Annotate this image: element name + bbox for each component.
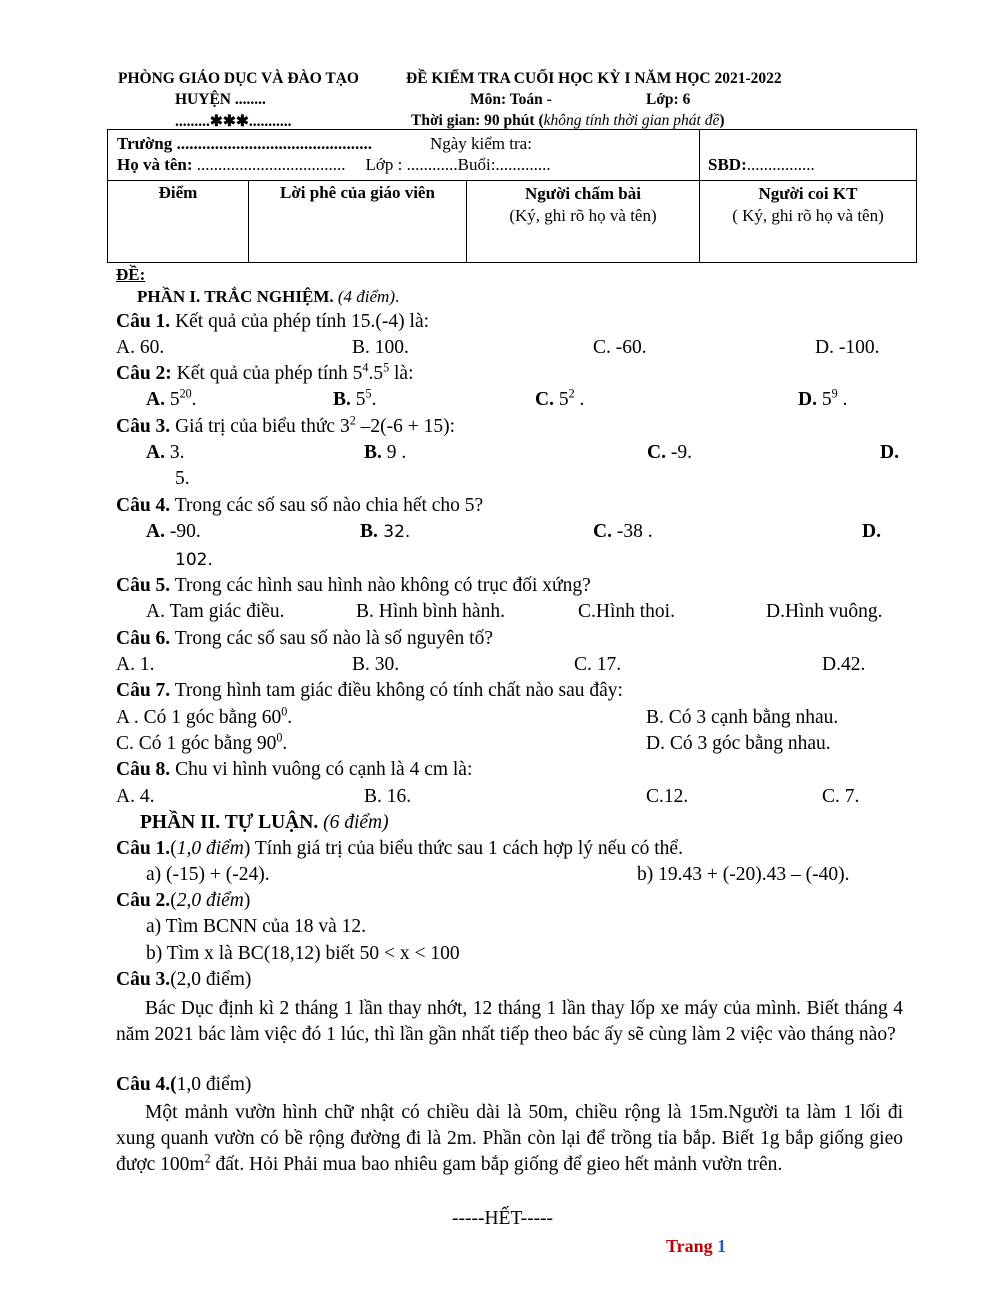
department-name: PHÒNG GIÁO DỤC VÀ ĐÀO TẠO <box>118 70 359 87</box>
q7-option-b: B. Có 3 cạnh bằng nhau. <box>646 707 839 728</box>
essay-question-2: Câu 2.(2,0 điểm) <box>116 890 251 911</box>
essay-question-3: Câu 3.(2,0 điểm) <box>116 969 252 990</box>
page-number <box>666 1236 726 1257</box>
time-label: Thời gian: 90 phút (không tính thời gian phát đề) <box>411 112 725 129</box>
question-8: Câu 8. Chu vi hình vuông có cạnh là 4 cm là: <box>116 759 473 780</box>
q6-option-a: A. 1. <box>116 654 155 675</box>
q4-option-d-label: D. <box>862 521 881 542</box>
q8-option-c: C.12. <box>646 786 689 807</box>
question-4: Câu 4. Trong các số sau số nào chia hết cho 5? <box>116 495 484 516</box>
essay-q1-part-a: a) (-15) + (-24). <box>146 864 270 885</box>
q5-option-b: B. Hình bình hành. <box>356 601 505 622</box>
q4-option-a: A. -90. <box>146 521 201 542</box>
question-2: Câu 2: Kết quả của phép tính $5^4.5^5$ là: <box>116 360 414 384</box>
q1-option-d: D. -100. <box>815 337 880 358</box>
q8-option-a: A. 4. <box>116 786 155 807</box>
q1-option-c: C. -60. <box>593 337 647 358</box>
q1-option-a: A. 60. <box>116 337 165 358</box>
q2-option-b: B. $5^5$. <box>333 386 377 410</box>
q3-option-d-value: 5. <box>175 468 190 489</box>
score-header: Điểm <box>158 183 198 202</box>
q5-option-d: D.Hình vuông. <box>766 601 883 622</box>
page-num: 1 <box>717 1236 727 1256</box>
class-session-field: Lớp : ............Buổi:............. <box>365 155 551 174</box>
district-name: HUYỆN ........ <box>175 91 266 108</box>
question-7: Câu 7. Trong hình tam giác điều không có tính chất nào sau đây: <box>116 680 623 701</box>
q3-option-b: B. 9 . <box>364 442 407 463</box>
proctor-header: Người coi KT <box>758 184 858 203</box>
part2-heading: PHẦN II. TỰ LUẬN. (6 điểm) <box>140 812 389 833</box>
q4-option-b: B. 32. <box>360 521 411 542</box>
question-1: Câu 1. Kết quả của phép tính 15.(-4) là: <box>116 311 430 332</box>
essay-q3-text: Bác Dục định kì 2 tháng 1 lần thay nhớt, 12 tháng 1 lần thay lốp xe máy của mình. Biết tháng 4 năm 2021 bác làm việc đó 1 lúc, thì lần gần nhất tiếp theo bác ấy sẽ cùng làm 2 việc vào tháng nào? <box>116 998 903 1045</box>
q8-option-d: C. 7. <box>822 786 860 807</box>
exam-title: ĐỀ KIỂM TRA CUỐI HỌC KỲ I NĂM HỌC 2021-2022 <box>406 70 782 87</box>
exam-label: ĐỀ: <box>116 265 146 284</box>
essay-question-1: Câu 1.(1,0 điểm) Tính giá trị của biểu thức sau 1 cách hợp lý nếu có thể. <box>116 838 683 859</box>
essay-q2-part-a: a) Tìm BCNN của 18 và 12. <box>146 916 367 937</box>
essay-q2-part-b: b) Tìm x là BC(18,12) biết 50 < x < 100 <box>146 943 460 964</box>
grader-sign-note: (Ký, ghi rõ họ và tên) <box>509 206 657 225</box>
proctor-sign-note: ( Ký, ghi rõ họ và tên) <box>732 206 884 225</box>
end-mark: -----HẾT----- <box>452 1208 554 1229</box>
q2-option-a: A. $5^{20}$. <box>146 386 197 410</box>
school-field: Trường .............................................. <box>117 134 372 153</box>
q5-option-a: A. Tam giác điều. <box>146 601 285 622</box>
grader-header: Người chấm bài <box>525 184 641 203</box>
subject-label: Môn: Toán - <box>470 91 552 108</box>
q4-option-c: C. -38 . <box>593 521 653 542</box>
q7-option-d: D. Có 3 góc bằng nhau. <box>646 733 831 754</box>
q6-option-c: C. 17. <box>574 654 622 675</box>
fullname-dots: ................................... <box>192 155 346 174</box>
question-6: Câu 6. Trong các số sau số nào là số nguyên tố? <box>116 628 493 649</box>
exam-date-field: Ngày kiểm tra: <box>429 134 532 153</box>
q8-option-b: B. 16. <box>364 786 412 807</box>
essay-question-4: Câu 4.(1,0 điểm) <box>116 1074 252 1095</box>
sbd-label: SBD: <box>708 155 747 174</box>
q6-option-d: D.42. <box>822 654 866 675</box>
question-5: Câu 5. Trong các hình sau hình nào không có trục đối xứng? <box>116 575 591 596</box>
q1-option-b: B. 100. <box>352 337 409 358</box>
q7-option-c: C. Có 1 góc bằng $90^0$. <box>116 730 288 754</box>
q3-option-c: C. -9. <box>647 442 692 463</box>
essay-q1-part-b: b) 19.43 + (-20).43 – (-40). <box>637 864 850 885</box>
q7-option-a: A . Có 1 góc bằng $60^0$. <box>116 704 293 728</box>
part1-heading: PHẦN I. TRẮC NGHIỆM. (4 điểm). <box>137 287 400 306</box>
teacher-comment-header: Lời phê của giáo viên <box>280 183 435 202</box>
q3-option-d-label: D. <box>880 442 899 463</box>
fullname-label: Họ và tên: <box>117 155 193 174</box>
sbd-dots: ................ <box>746 155 815 174</box>
question-3: Câu 3. Giá trị của biểu thức $3^2$ –2(-6 + 15): <box>116 413 456 437</box>
page-label: Trang <box>666 1236 713 1256</box>
student-info-table <box>107 129 917 263</box>
q2-option-d: D. $5^9$ . <box>798 386 848 410</box>
q5-option-c: C.Hình thoi. <box>578 601 675 622</box>
essay-q4-text: Một mảnh vườn hình chữ nhật có chiều dài là 50m, chiều rộng là 15m.Người ta làm 1 lối đi xung quanh vườn có bề rộng đường đi là 2m. Phần còn lại để trồng tỉa bắp. Biết 1g bắp giống gieo được $100m^2$ đất. Hỏi Phải mua bao nhiêu gam bắp giống để gieo hết mảnh vườn trên. <box>116 1102 903 1175</box>
q3-option-a: A. 3. <box>146 442 185 463</box>
ornament-line: .........✱✱✱........... <box>175 113 292 130</box>
grade-label: Lớp: 6 <box>646 91 691 108</box>
q4-option-d-value: 102. <box>175 550 213 570</box>
q2-option-c: C. $5^2$ . <box>535 386 585 410</box>
q6-option-b: B. 30. <box>352 654 400 675</box>
